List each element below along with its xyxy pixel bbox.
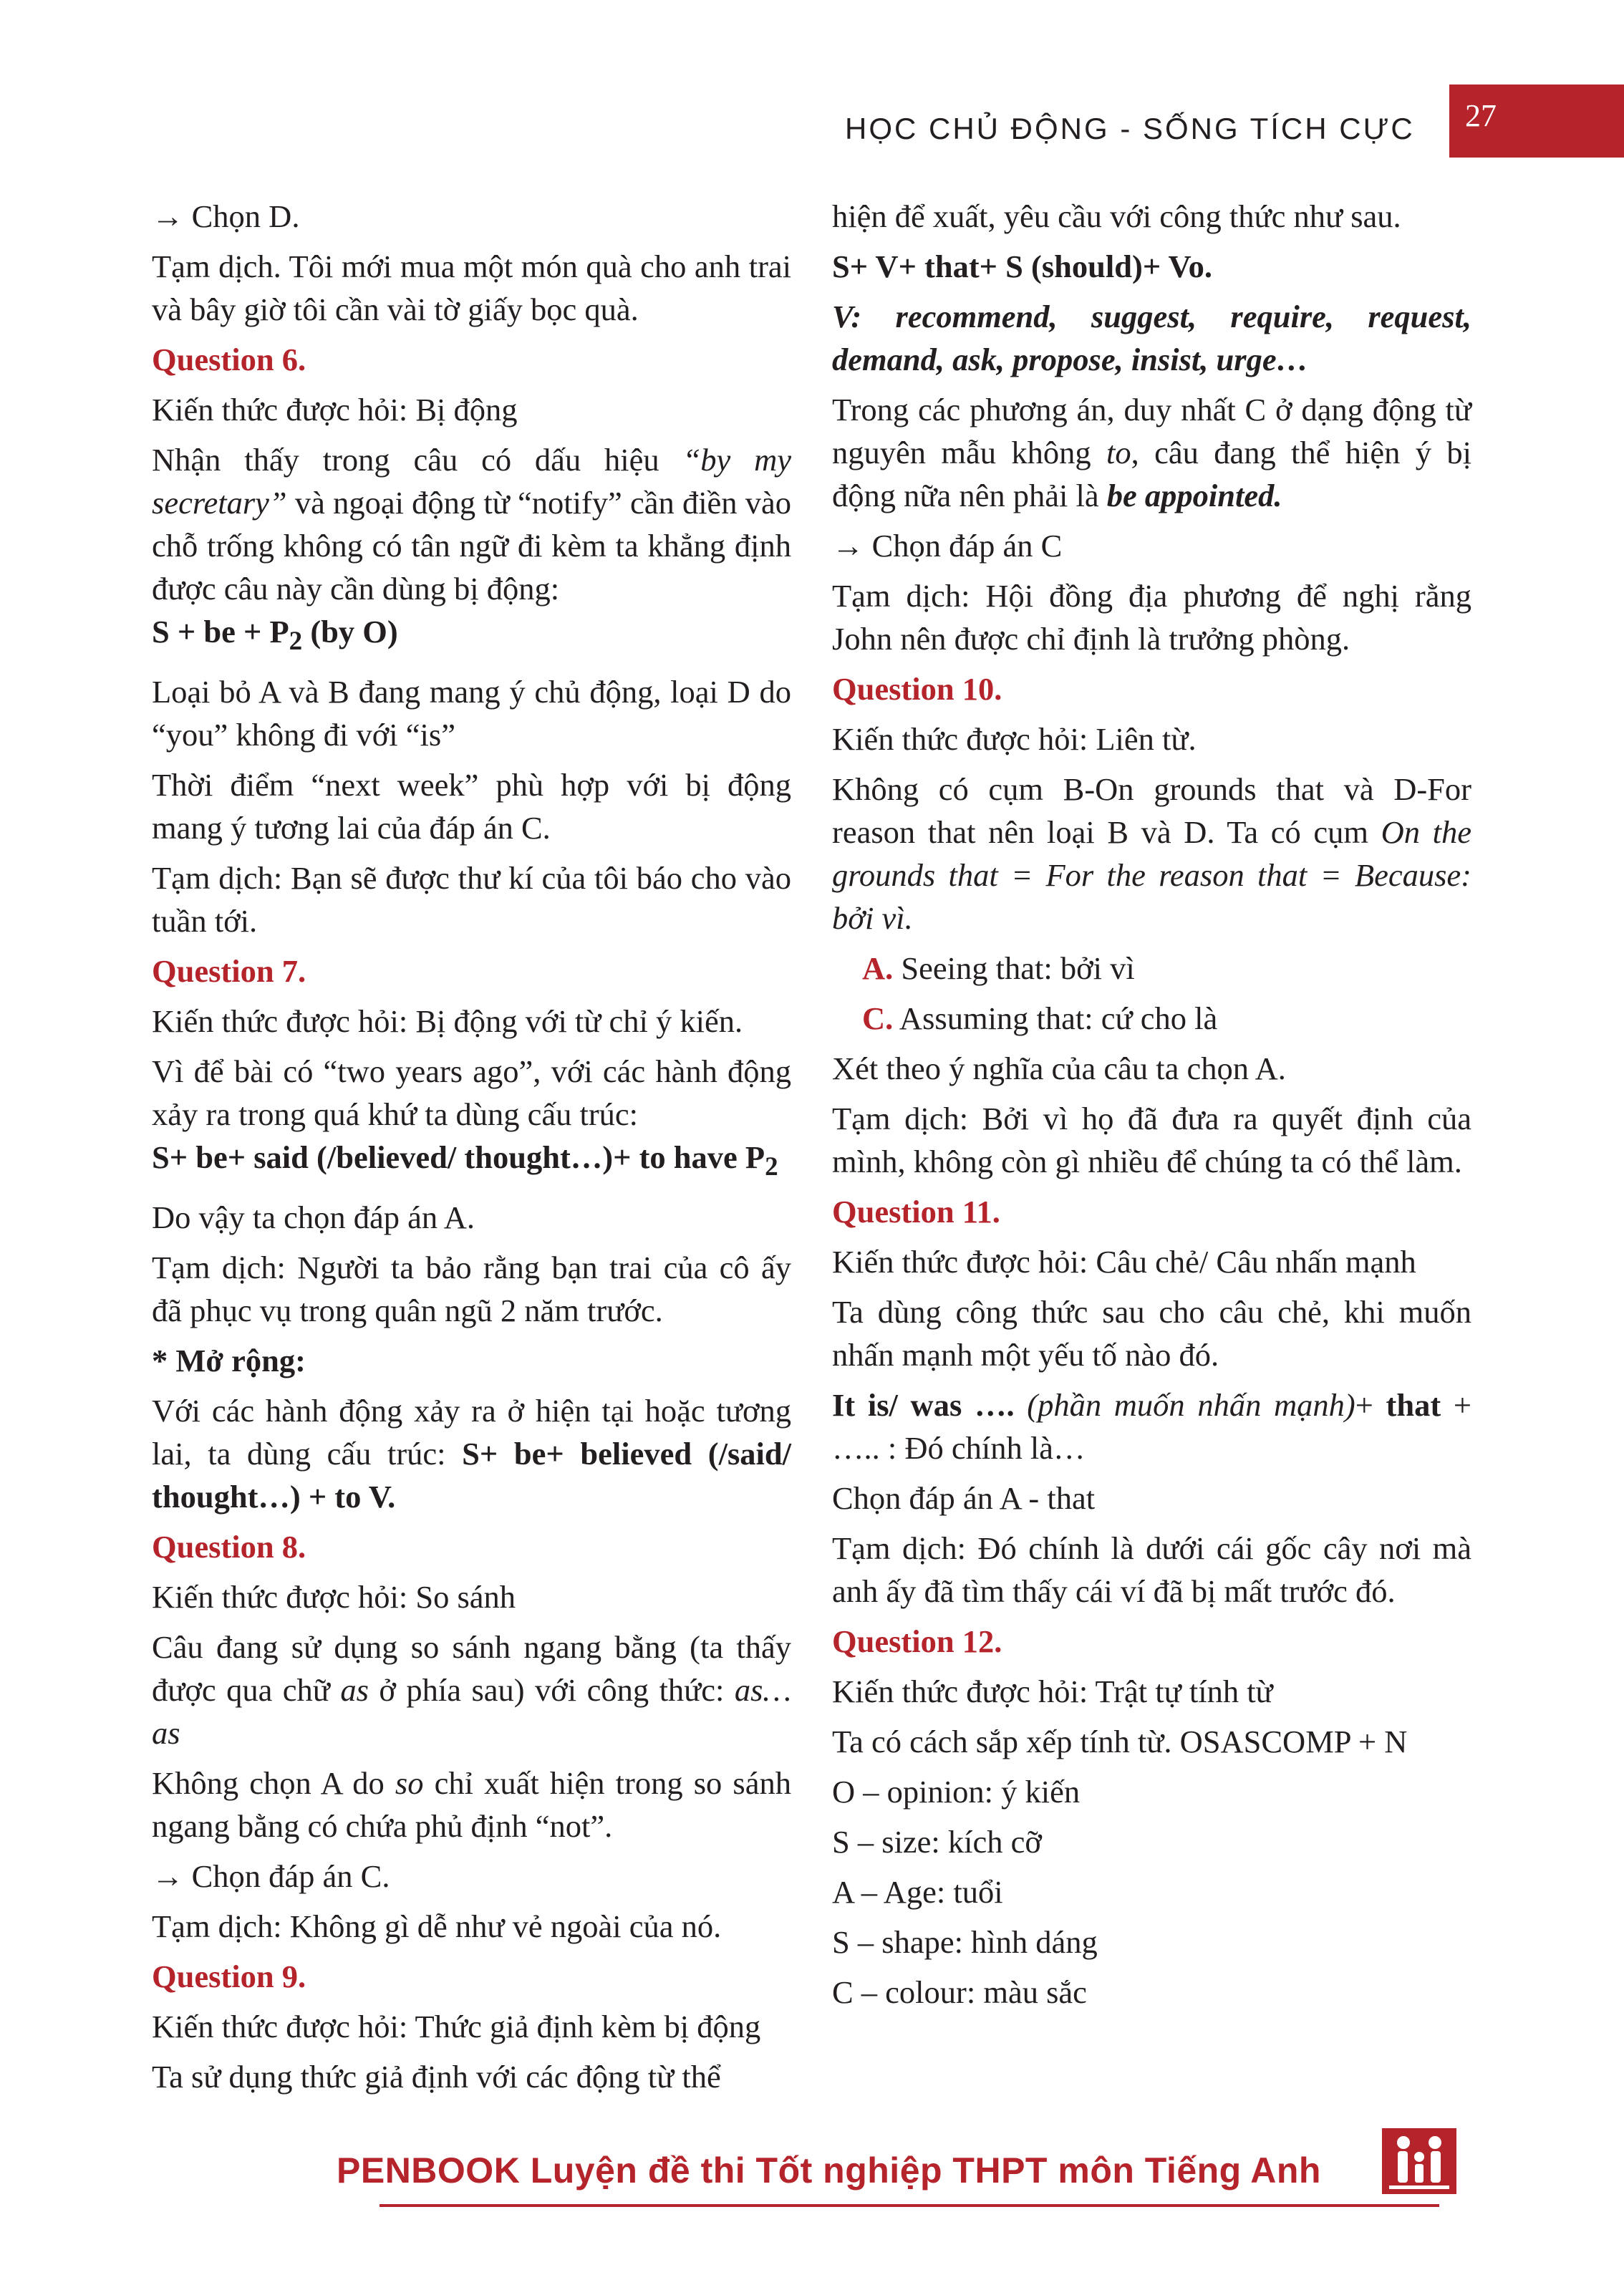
paragraph: hiện để xuất, yêu cầu với công thức như sau. bbox=[832, 198, 1401, 234]
text: Trong các phương án, duy nhất C ở dạng động từ nguyên mẫu không bbox=[832, 392, 1471, 470]
list-item: S – size: kích cỡ bbox=[832, 1824, 1042, 1860]
text: Không có cụm B-On grounds that và D-For reason that nên loại B và D. Ta có cụm bbox=[832, 771, 1471, 850]
formula: It is/ was …. bbox=[832, 1387, 1015, 1423]
paragraph: Tạm dịch. Tôi mới mua một món quà cho anh trai và bây giờ tôi cần vài tờ giấy bọc quà. bbox=[152, 248, 791, 327]
paragraph bbox=[152, 1339, 791, 1382]
paragraph bbox=[832, 245, 1471, 288]
footer bbox=[337, 2150, 1454, 2191]
paragraph: Tạm dịch: Bạn sẽ được thư kí của tôi báo cho vào tuần tới. bbox=[152, 859, 791, 939]
question-heading: Question 8. bbox=[152, 1528, 306, 1565]
page-number-box bbox=[1449, 84, 1624, 158]
paragraph: → Chọn đáp án C. bbox=[152, 1858, 390, 1894]
question-heading: Question 11. bbox=[832, 1194, 1000, 1230]
family-logo-icon bbox=[1382, 2128, 1456, 2194]
paragraph: Kiến thức được hỏi: So sánh bbox=[152, 1578, 516, 1615]
text: Không chọn A do bbox=[152, 1764, 395, 1801]
paragraph: Ta có cách sắp xếp tính từ. OSASCOMP + N bbox=[832, 1724, 1408, 1759]
text-italic: to bbox=[1106, 435, 1131, 470]
text: chỉ xuất hiện trong so sánh ngang bằng có chứa phủ định “not”. bbox=[152, 1764, 791, 1844]
text: Câu đang sử dụng so sánh ngang bằng (ta thấy được qua chữ bbox=[152, 1628, 791, 1708]
question-heading: Question 12. bbox=[832, 1623, 1002, 1659]
paragraph: Tạm dịch: Bởi vì họ đã đưa ra quyết định của mình, không còn gì nhiều để chúng ta có thể làm. bbox=[832, 1101, 1471, 1179]
text: + bbox=[1355, 1387, 1386, 1423]
paragraph: Kiến thức được hỏi: Liên từ. bbox=[832, 721, 1197, 757]
right-column bbox=[832, 195, 1471, 2021]
option-c bbox=[832, 997, 1471, 1040]
paragraph: Chọn đáp án A - that bbox=[832, 1480, 1096, 1516]
text: ở phía sau) với công thức: bbox=[368, 1671, 735, 1708]
question-heading: Question 7. bbox=[152, 952, 306, 989]
text-italic: “by my secretary” bbox=[152, 442, 792, 521]
paragraph: Kiến thức được hỏi: Bị động với từ chỉ ý kiến. bbox=[152, 1003, 743, 1039]
text-italic: so bbox=[395, 1764, 424, 1801]
paragraph: Kiến thức được hỏi: Trật tự tính từ bbox=[832, 1673, 1273, 1709]
paragraph bbox=[152, 1050, 791, 1189]
paragraph: Tạm dịch: Hội đồng địa phương để nghị rằng John nên được chỉ định là trưởng phòng. bbox=[832, 578, 1471, 657]
paragraph: Tạm dịch: Đó chính là dưới cái gốc cây nơi mà anh ấy đã tìm thấy cái ví đã bị mất trước đó. bbox=[832, 1530, 1471, 1609]
text-italic: (phần muốn nhấn mạnh) bbox=[1014, 1387, 1355, 1423]
formula: that bbox=[1386, 1387, 1441, 1423]
text: Với các hành động xảy ra ở hiện tại hoặc tương lai, ta dùng cấu trúc: bbox=[152, 1392, 791, 1472]
question-heading: Question 9. bbox=[152, 1958, 306, 1994]
subscript: 2 bbox=[289, 626, 303, 656]
question-heading: Question 6. bbox=[152, 342, 306, 377]
list-item: S – shape: hình dáng bbox=[832, 1924, 1098, 1960]
subscript: 2 bbox=[765, 1151, 778, 1182]
paragraph: Thời điểm “next week” phù hợp với bị động mang ý tương lai của đáp án C. bbox=[152, 766, 791, 846]
paragraph: Kiến thức được hỏi: Thức giả định kèm bị động bbox=[152, 2008, 761, 2044]
paragraph bbox=[832, 388, 1471, 517]
paragraph bbox=[152, 438, 791, 663]
text: và ngoại động từ “notify” cần điền vào chỗ trống không có tân ngữ đi kèm ta khẳng định được câu này cần dùng bị động: bbox=[152, 485, 791, 607]
formula: S + be + P bbox=[152, 614, 289, 649]
formula: S+ V+ that+ S (should)+ Vo. bbox=[832, 248, 1212, 284]
text: Vì để bài có “two years ago”, với các hành động xảy ra trong quá khứ ta dùng cấu trúc: bbox=[152, 1053, 791, 1132]
paragraph: Ta sử dụng thức giả định với các động từ thể bbox=[152, 2058, 721, 2095]
footer-rule bbox=[380, 2204, 1439, 2207]
extension-label: * Mở rộng: bbox=[152, 1342, 306, 1378]
footer-title: PENBOOK Luyện đề thi Tốt nghiệp THPT môn Tiếng Anh bbox=[337, 2150, 1321, 2191]
paragraph: Ta dùng công thức sau cho câu chẻ, khi muốn nhấn mạnh một yếu tố nào đó. bbox=[832, 1294, 1471, 1373]
running-header: HỌC CHỦ ĐỘNG - SỐNG TÍCH CỰC bbox=[845, 112, 1415, 145]
text-italic: On the grounds that = For the reason that = Because: bởi vì. bbox=[832, 814, 1471, 936]
text: Nhận thấy trong câu có dấu hiệu bbox=[152, 442, 683, 478]
option-label: A. bbox=[862, 950, 894, 986]
left-column bbox=[152, 195, 791, 2105]
paragraph bbox=[832, 1383, 1471, 1469]
paragraph: Kiến thức được hỏi: Bị động bbox=[152, 392, 518, 428]
paragraph: Tạm dịch: Người ta bảo rằng bạn trai của cô ấy đã phục vụ trong quân ngũ 2 năm trước. bbox=[152, 1249, 791, 1328]
formula: S+ be+ said (/believed/ thought…)+ to have P bbox=[152, 1139, 765, 1175]
answer-phrase: be appointed. bbox=[1106, 478, 1282, 513]
paragraph bbox=[832, 295, 1471, 381]
option-a bbox=[832, 947, 1471, 990]
formula: S+ be+ believed (/said/ thought…) + to V. bbox=[152, 1435, 791, 1515]
paragraph: Kiến thức được hỏi: Câu chẻ/ Câu nhấn mạnh bbox=[832, 1244, 1416, 1280]
text-italic: as bbox=[340, 1671, 369, 1708]
page-number: 27 bbox=[1465, 98, 1497, 133]
question-heading: Question 10. bbox=[832, 671, 1002, 707]
paragraph: Xét theo ý nghĩa của câu ta chọn A. bbox=[832, 1050, 1286, 1086]
text: , câu đang thể hiện ý bị động nữa nên phải là bbox=[832, 435, 1471, 513]
text: Seeing that: bởi vì bbox=[893, 950, 1135, 986]
paragraph: Loại bỏ A và B đang mang ý chủ động, loại D do “you” không đi với “is” bbox=[152, 673, 791, 753]
text: + ….. : Đó chính là… bbox=[832, 1387, 1471, 1466]
list-item: O – opinion: ý kiến bbox=[832, 1774, 1081, 1810]
paragraph bbox=[152, 1626, 791, 1754]
paragraph bbox=[152, 1389, 791, 1518]
paragraph bbox=[152, 1762, 791, 1847]
formula: (by O) bbox=[302, 614, 398, 649]
text: Assuming that: cứ cho là bbox=[893, 1000, 1218, 1036]
paragraph: Do vậy ta chọn đáp án A. bbox=[152, 1199, 475, 1235]
text-italic: as…as bbox=[152, 1671, 791, 1751]
paragraph: Tạm dịch: Không gì dễ như vẻ ngoài của nó. bbox=[152, 1908, 722, 1944]
list-item: C – colour: màu sắc bbox=[832, 1974, 1087, 2010]
option-label: C. bbox=[862, 1000, 894, 1036]
paragraph: → Chọn đáp án C bbox=[832, 528, 1063, 564]
list-item: A – Age: tuổi bbox=[832, 1874, 1003, 1910]
paragraph bbox=[832, 768, 1471, 940]
verb-list: V: recommend, suggest, require, request, demand, ask, propose, insist, urge… bbox=[832, 299, 1471, 377]
paragraph: → Chọn D. bbox=[152, 198, 300, 234]
